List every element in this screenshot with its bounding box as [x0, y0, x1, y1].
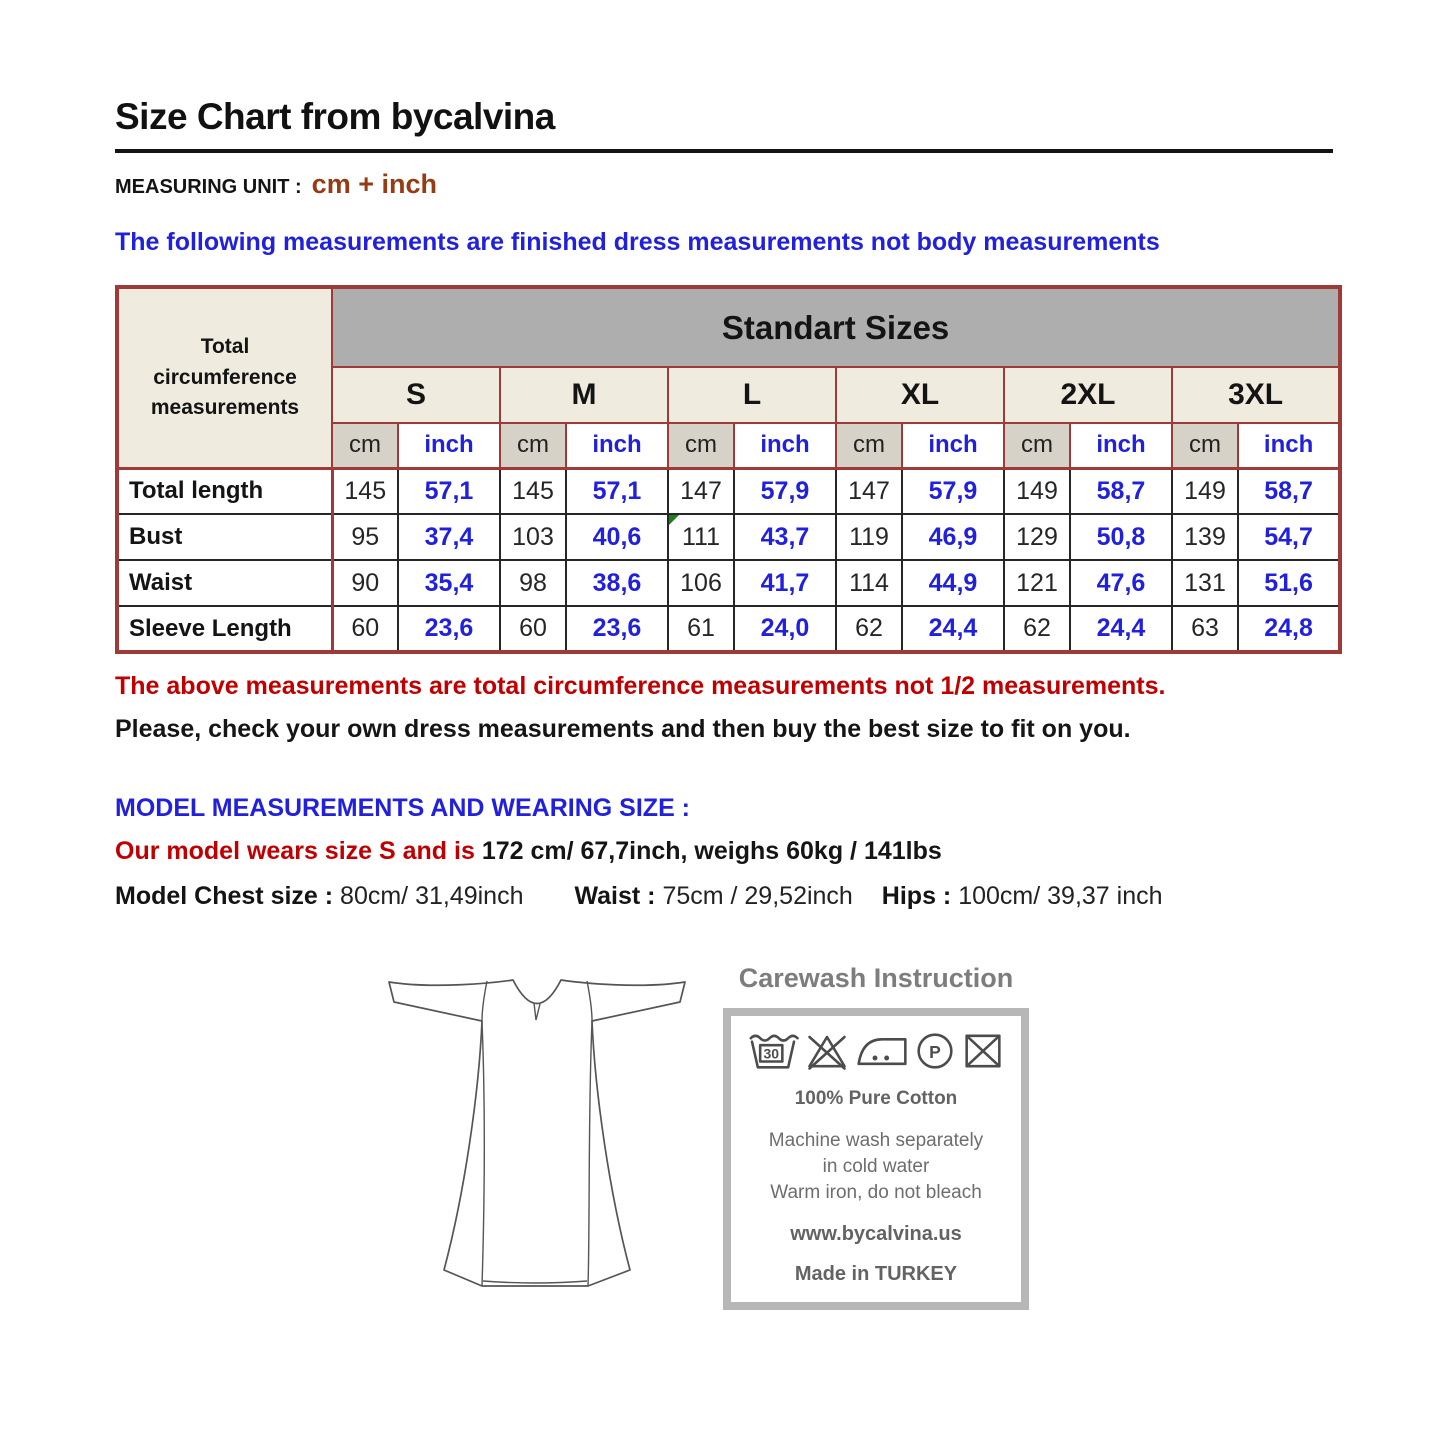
row-label-waist: Waist: [117, 560, 332, 606]
cm-value-cell: 145: [500, 468, 566, 514]
inch-value-cell: 58,7: [1070, 468, 1172, 514]
carewash-heading: Carewash Instruction: [738, 963, 1014, 993]
inch-value-cell: 43,7: [734, 514, 836, 560]
unit-header-cm: cm: [836, 423, 902, 468]
title-underline: [115, 149, 1333, 153]
table-row-bust: [117, 514, 1340, 560]
model-wears-line: [115, 837, 1333, 866]
cm-value-cell: 147: [668, 468, 734, 514]
care-instructions-text: [739, 1128, 1013, 1207]
size-header-xl: XL: [836, 367, 1004, 423]
size-table: [115, 285, 1342, 654]
row-label-sleeve-length: Sleeve Length: [117, 606, 332, 652]
cm-value-cell: 103: [500, 514, 566, 560]
do-not-bleach-icon: [803, 1030, 851, 1072]
carewash-section: [723, 963, 1029, 1310]
made-in-text: Made in TURKEY: [794, 1262, 958, 1285]
cm-value-cell: 149: [1004, 468, 1070, 514]
unit-header-cm: cm: [668, 423, 734, 468]
inch-value-cell: 35,4: [398, 560, 500, 606]
model-body-measurements-line: [115, 882, 1333, 911]
cm-value-cell: 129: [1004, 514, 1070, 560]
cm-value-cell: 121: [1004, 560, 1070, 606]
model-waist-value: 75cm / 29,52inch: [662, 882, 853, 910]
unit-header-cm: cm: [332, 423, 398, 468]
inch-value-cell: 37,4: [398, 514, 500, 560]
inch-value-cell: 40,6: [566, 514, 668, 560]
cm-value-cell: 61: [668, 606, 734, 652]
model-hips-value: 100cm/ 39,37 inch: [958, 882, 1163, 910]
cm-value-cell: 60: [500, 606, 566, 652]
inch-value-cell: 47,6: [1070, 560, 1172, 606]
inch-value-cell: 54,7: [1238, 514, 1340, 560]
inch-value-cell: 46,9: [902, 514, 1004, 560]
finished-measurements-note: The following measurements are finished dress measurements not body measurements: [115, 228, 1160, 256]
care-symbols-row: [739, 1030, 1013, 1072]
measuring-unit-value: cm + inch: [311, 169, 437, 199]
cm-value-cell: 111: [668, 514, 734, 560]
model-chest-label: Model Chest size :: [115, 882, 334, 910]
model-hips-label: Hips :: [881, 882, 952, 910]
inch-value-cell: 51,6: [1238, 560, 1340, 606]
inch-value-cell: 57,1: [398, 468, 500, 514]
table-row-sleeve-length: [117, 606, 1340, 652]
svg-text:P: P: [929, 1042, 941, 1062]
svg-text:30: 30: [763, 1045, 780, 1062]
circumference-warning-note: The above measurements are total circumference measurements not 1/2 measurements.: [115, 672, 1166, 700]
inch-value-cell: 23,6: [566, 606, 668, 652]
dry-clean-p-icon: [913, 1030, 957, 1072]
row-label-total-length: Total length: [117, 468, 332, 514]
inch-value-cell: 44,9: [902, 560, 1004, 606]
page-title: Size Chart from bycalvina: [115, 96, 555, 137]
unit-header-cm: cm: [500, 423, 566, 468]
size-header-2xl: 2XL: [1004, 367, 1172, 423]
inch-value-cell: 50,8: [1070, 514, 1172, 560]
unit-header-inch: inch: [1070, 423, 1172, 468]
model-wears-red-text: Our model wears size S and is: [115, 837, 475, 865]
model-chest-value: 80cm/ 31,49inch: [340, 882, 524, 910]
inch-value-cell: 24,8: [1238, 606, 1340, 652]
unit-header-inch: inch: [398, 423, 500, 468]
unit-header-cm: cm: [1172, 423, 1238, 468]
inch-value-cell: 24,4: [902, 606, 1004, 652]
inch-value-cell: 38,6: [566, 560, 668, 606]
care-line-2: in cold water: [822, 1156, 930, 1178]
unit-header-inch: inch: [734, 423, 836, 468]
inch-value-cell: 24,0: [734, 606, 836, 652]
size-header-s: S: [332, 367, 500, 423]
standart-sizes-header: Standart Sizes: [332, 287, 1340, 367]
unit-header-inch: inch: [902, 423, 1004, 468]
unit-header-inch: inch: [566, 423, 668, 468]
cm-value-cell: 62: [1004, 606, 1070, 652]
row-label-bust: Bust: [117, 514, 332, 560]
inch-value-cell: 23,6: [398, 606, 500, 652]
table-row-waist: [117, 560, 1340, 606]
cm-value-cell: 95: [332, 514, 398, 560]
dress-line-drawing: [383, 971, 691, 1297]
cm-value-cell: 106: [668, 560, 734, 606]
figures-section: [115, 963, 1333, 1343]
cm-value-cell: 131: [1172, 560, 1238, 606]
cm-value-cell: 145: [332, 468, 398, 514]
carewash-box: [723, 1008, 1029, 1310]
cm-value-cell: 139: [1172, 514, 1238, 560]
model-waist-label: Waist :: [574, 882, 656, 910]
inch-value-cell: 41,7: [734, 560, 836, 606]
model-measurements-heading: MODEL MEASUREMENTS AND WEARING SIZE :: [115, 794, 691, 822]
size-header-m: M: [500, 367, 668, 423]
unit-header-cm: cm: [1004, 423, 1070, 468]
measuring-unit-label: MEASURING UNIT :: [115, 176, 302, 198]
cm-value-cell: 63: [1172, 606, 1238, 652]
cm-value-cell: 98: [500, 560, 566, 606]
inch-value-cell: 57,1: [566, 468, 668, 514]
cm-value-cell: 114: [836, 560, 902, 606]
size-header-l: L: [668, 367, 836, 423]
care-line-3: Warm iron, do not bleach: [770, 1182, 982, 1204]
unit-header-inch: inch: [1238, 423, 1340, 468]
cm-value-cell: 90: [332, 560, 398, 606]
cm-value-cell: 62: [836, 606, 902, 652]
check-size-note: Please, check your own dress measurements and then buy the best size to fit on you.: [115, 715, 1131, 743]
inch-value-cell: 58,7: [1238, 468, 1340, 514]
do-not-tumble-dry-icon: [961, 1030, 1005, 1072]
inch-value-cell: 57,9: [734, 468, 836, 514]
cell-comment-flag: [669, 515, 679, 525]
cm-value-cell: 119: [836, 514, 902, 560]
measuring-unit-line: [115, 169, 1333, 200]
fabric-content-text: 100% Pure Cotton: [794, 1088, 958, 1109]
cm-value-cell: 60: [332, 606, 398, 652]
size-header-3xl: 3XL: [1172, 367, 1340, 423]
cm-value-cell: 149: [1172, 468, 1238, 514]
inch-value-cell: 57,9: [902, 468, 1004, 514]
iron-warm-icon: [855, 1030, 909, 1072]
care-line-1: Machine wash separately: [768, 1130, 984, 1151]
website-text: www.bycalvina.us: [790, 1222, 962, 1245]
table-row-total-length: [117, 468, 1340, 514]
wash-30-icon: [747, 1030, 799, 1072]
cm-value-cell: 147: [836, 468, 902, 514]
inch-value-cell: 24,4: [1070, 606, 1172, 652]
corner-label: Total circumference measurements: [117, 287, 332, 468]
model-wears-black-text: 172 cm/ 67,7inch, weighs 60kg / 141lbs: [481, 837, 942, 865]
